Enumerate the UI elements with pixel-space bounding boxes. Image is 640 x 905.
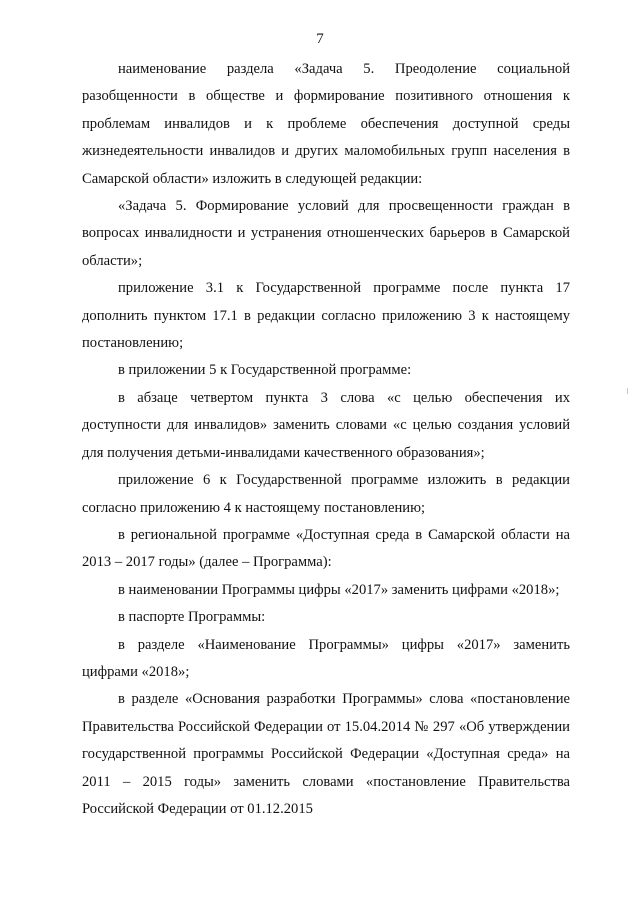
paragraph-new-task-5: «Задача 5. Формирование условий для просвещенности граждан в вопросах инвалидности и устранения отношенческих барьеров в Самарской области»; [82,198,570,269]
page-number: 7 [316,31,324,47]
paragraph-appendix-5-intro: в приложении 5 к Государственной программе: [118,362,412,379]
paragraph-appendix-5-item-3: в абзаце четвертом пункта 3 слова «с целью обеспечения их доступности для инвалидов» заменить словами «с целью создания условий для получения детьми-инвалидами качественного образования»; [82,389,570,461]
paragraph-section-title-change: наименование раздела «Задача 5. Преодоление социальной разобщенности в обществе и формирование позитивного отношения к проблемам инвалидов и к проблеме обеспечения доступной среды жизнедеятельности инвалидов и других маломобильных групп населения в Самарской области» изложить в следующей редакции: [82,61,570,187]
paragraph-regional-program: в региональной программе «Доступная среда в Самарской области на 2013 – 2017 годы» (далее – Программа): [82,526,570,571]
paragraph-program-passport: в паспорте Программы: [118,609,266,626]
paragraph-appendix-3-1: приложение 3.1 к Государственной программе после пункта 17 дополнить пунктом 17.1 в редакции согласно приложению 3 к настоящему постановлению; [82,280,570,352]
paragraph-program-name: в наименовании Программы цифры «2017» заменить цифрами «2018»; [118,581,560,598]
scan-artifact-mark [627,388,628,394]
document-body [82,56,570,823]
paragraph-passport-basis-section: в разделе «Основания разработки Программы» слова «постановление Правительства Российской Федерации от 15.04.2014 № 297 «Об утверждении государственной программы Российской Федерации «Доступная среда» на 2011 – 2015 годы» заменить словами «постановление Правительства Российской Федерации от 01.12.2015 [82,691,570,817]
paragraph-passport-name-section: в разделе «Наименование Программы» цифры «2017» заменить цифрами «2018»; [82,636,570,680]
paragraph-appendix-6: приложение 6 к Государственной программе изложить в редакции согласно приложению 4 к настоящему постановлению; [82,472,570,516]
